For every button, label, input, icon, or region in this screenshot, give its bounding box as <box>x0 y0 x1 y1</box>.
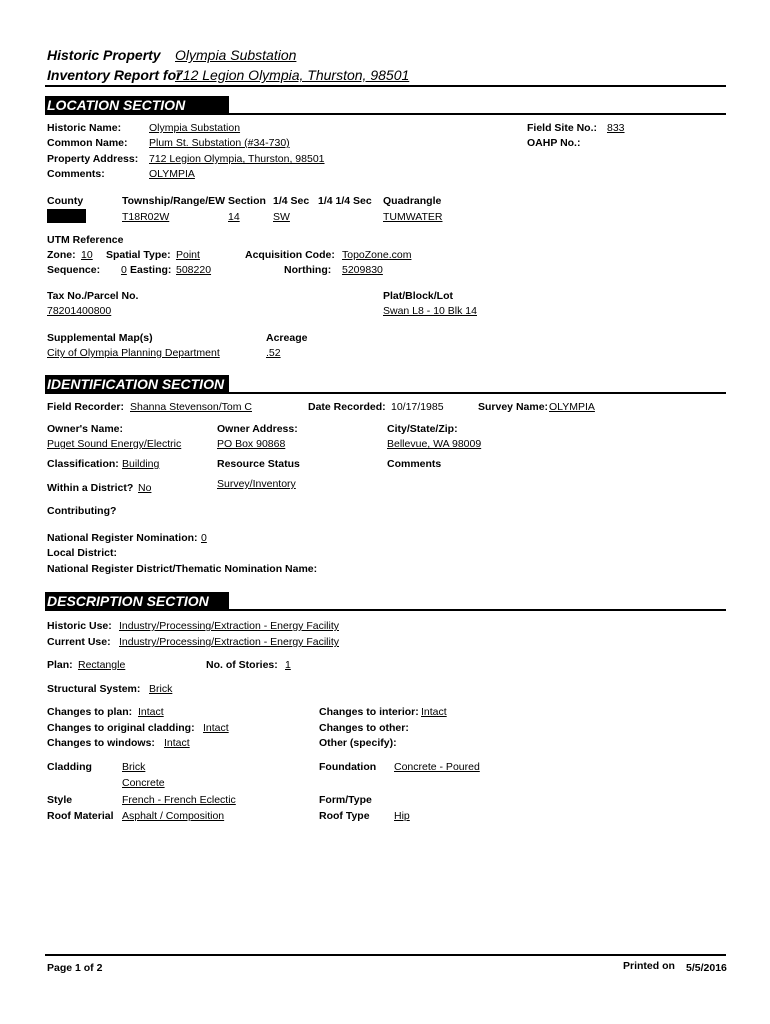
changes-plan-value: Intact <box>138 706 164 718</box>
style-label: Style <box>47 794 73 806</box>
changes-interior-label: Changes to interior: <box>319 706 419 718</box>
quadrangle-label: Quadrangle <box>383 195 442 207</box>
zone-label: Zone: <box>47 249 76 261</box>
date-recorded-label: Date Recorded: <box>308 401 386 413</box>
historic-name-label: Historic Name: <box>47 122 122 134</box>
spatial-label: Spatial Type: <box>106 249 171 261</box>
inventory-value: 712 Legion Olympia, Thurston, 98501 <box>175 67 410 83</box>
sequence-label: Sequence: <box>47 264 101 276</box>
changes-plan-label: Changes to plan: <box>47 706 133 718</box>
date-recorded-value: 10/17/1985 <box>391 401 444 413</box>
quarter-quarter-label: 1/4 1/4 Sec <box>318 195 372 207</box>
classification-value: Building <box>122 458 160 470</box>
nr-district-label: National Register District/Thematic Nomination Name: <box>47 563 318 575</box>
changes-interior-value: Intact <box>421 706 447 718</box>
trw-value: T18R02W <box>122 211 170 223</box>
easting-label: Easting: <box>130 264 172 276</box>
other-specify-label: Other (specify): <box>319 737 397 749</box>
field-site-label: Field Site No.: <box>527 122 598 134</box>
plat-value: Swan L8 - 10 Blk 14 <box>383 305 477 317</box>
resource-status-label: Resource Status <box>217 458 300 470</box>
quarter-label: 1/4 Sec <box>273 195 310 207</box>
nr-nomination-label: National Register Nomination: <box>47 532 198 544</box>
historic-use-value: Industry/Processing/Extraction - Energy Facility <box>119 620 339 632</box>
current-use-value: Industry/Processing/Extraction - Energy Facility <box>119 636 339 648</box>
changes-windows-label: Changes to windows: <box>47 737 155 749</box>
easting-value: 508220 <box>176 264 212 276</box>
cladding-label: Cladding <box>47 761 92 773</box>
acreage-value: .52 <box>266 347 281 359</box>
section-label: Section <box>228 195 266 207</box>
foundation-value: Concrete - Poured <box>394 761 480 773</box>
historic-property-value: Olympia Substation <box>175 47 297 63</box>
northing-value: 5209830 <box>342 264 383 276</box>
survey-name-value: OLYMPIA <box>549 401 595 413</box>
structural-system-value: Brick <box>149 683 173 695</box>
owner-name-value: Puget Sound Energy/Electric <box>47 438 182 450</box>
stories-value: 1 <box>285 659 291 671</box>
identification-section-title: IDENTIFICATION SECTION <box>45 375 229 394</box>
location-section-title: LOCATION SECTION <box>45 96 229 115</box>
roof-material-value: Asphalt / Composition <box>122 810 225 822</box>
field-recorder-value: Shanna Stevenson/Tom C <box>130 401 252 413</box>
county-label: County <box>47 195 84 207</box>
description-rule <box>45 609 726 611</box>
within-district-value: No <box>138 482 152 494</box>
owner-name-label: Owner's Name: <box>47 423 124 435</box>
plat-label: Plat/Block/Lot <box>383 290 454 302</box>
county-redacted-box <box>47 209 86 223</box>
local-district-label: Local District: <box>47 547 118 559</box>
city-state-zip-value: Bellevue, WA 98009 <box>387 438 482 450</box>
printed-on-label: Printed on <box>623 960 675 972</box>
quadrangle-value: TUMWATER <box>383 211 443 223</box>
inventory-label: Inventory Report for <box>47 67 182 83</box>
northing-label: Northing: <box>284 264 332 276</box>
roof-type-value: Hip <box>394 810 410 822</box>
style-value: French - French Eclectic <box>122 794 236 806</box>
historic-name-value: Olympia Substation <box>149 122 241 134</box>
within-district-label: Within a District? <box>47 482 134 494</box>
owner-address-label: Owner Address: <box>217 423 298 435</box>
contributing-label: Contributing? <box>47 505 117 517</box>
section-value: 14 <box>228 211 240 223</box>
utm-label: UTM Reference <box>47 234 124 246</box>
plan-value: Rectangle <box>78 659 126 671</box>
acquisition-label: Acquisition Code: <box>245 249 335 261</box>
stories-label: No. of Stories: <box>206 659 278 671</box>
common-name-label: Common Name: <box>47 137 128 149</box>
nr-nomination-value: 0 <box>201 532 207 544</box>
tax-value: 78201400800 <box>47 305 112 317</box>
property-address-label: Property Address: <box>47 153 139 165</box>
historic-property-label: Historic Property <box>47 47 161 63</box>
trw-label: Township/Range/EW <box>122 195 226 207</box>
header-rule <box>45 85 726 87</box>
cladding-value-1: Brick <box>122 761 146 773</box>
form-type-label: Form/Type <box>319 794 372 806</box>
roof-type-label: Roof Type <box>319 810 370 822</box>
classification-label: Classification: <box>47 458 119 470</box>
oahp-label: OAHP No.: <box>527 137 581 149</box>
owner-address-value: PO Box 90868 <box>217 438 286 450</box>
supplemental-map-value: City of Olympia Planning Department <box>47 347 220 359</box>
foundation-label: Foundation <box>319 761 377 773</box>
acreage-label: Acreage <box>266 332 308 344</box>
survey-name-label: Survey Name: <box>478 401 549 413</box>
plan-label: Plan: <box>47 659 73 671</box>
field-site-value: 833 <box>607 122 625 134</box>
page-number: Page 1 of 2 <box>47 962 103 974</box>
resource-status-value: Survey/Inventory <box>217 478 296 490</box>
identification-comments-label: Comments <box>387 458 442 470</box>
acquisition-value: TopoZone.com <box>342 249 412 261</box>
field-recorder-label: Field Recorder: <box>47 401 125 413</box>
city-state-zip-label: City/State/Zip: <box>387 423 458 435</box>
zone-value: 10 <box>81 249 93 261</box>
changes-cladding-label: Changes to original cladding: <box>47 722 195 734</box>
comments-label: Comments: <box>47 168 105 180</box>
description-section-title: DESCRIPTION SECTION <box>45 592 229 611</box>
tax-label: Tax No./Parcel No. <box>47 290 139 302</box>
changes-other-label: Changes to other: <box>319 722 409 734</box>
changes-cladding-value: Intact <box>203 722 229 734</box>
sequence-value: 0 <box>121 264 127 276</box>
structural-system-label: Structural System: <box>47 683 141 695</box>
location-rule <box>45 113 726 115</box>
quarter-value: SW <box>273 211 290 223</box>
supplemental-map-label: Supplemental Map(s) <box>47 332 153 344</box>
comments-value: OLYMPIA <box>149 168 195 180</box>
footer-rule <box>45 954 726 956</box>
cladding-value-2: Concrete <box>122 777 165 789</box>
identification-rule <box>45 392 726 394</box>
changes-windows-value: Intact <box>164 737 190 749</box>
printed-date: 5/5/2016 <box>686 962 727 974</box>
current-use-label: Current Use: <box>47 636 111 648</box>
historic-use-label: Historic Use: <box>47 620 112 632</box>
roof-material-label: Roof Material <box>47 810 114 822</box>
spatial-value: Point <box>176 249 200 261</box>
property-address-value: 712 Legion Olympia, Thurston, 98501 <box>149 153 325 165</box>
common-name-value: Plum St. Substation (#34-730) <box>149 137 290 149</box>
